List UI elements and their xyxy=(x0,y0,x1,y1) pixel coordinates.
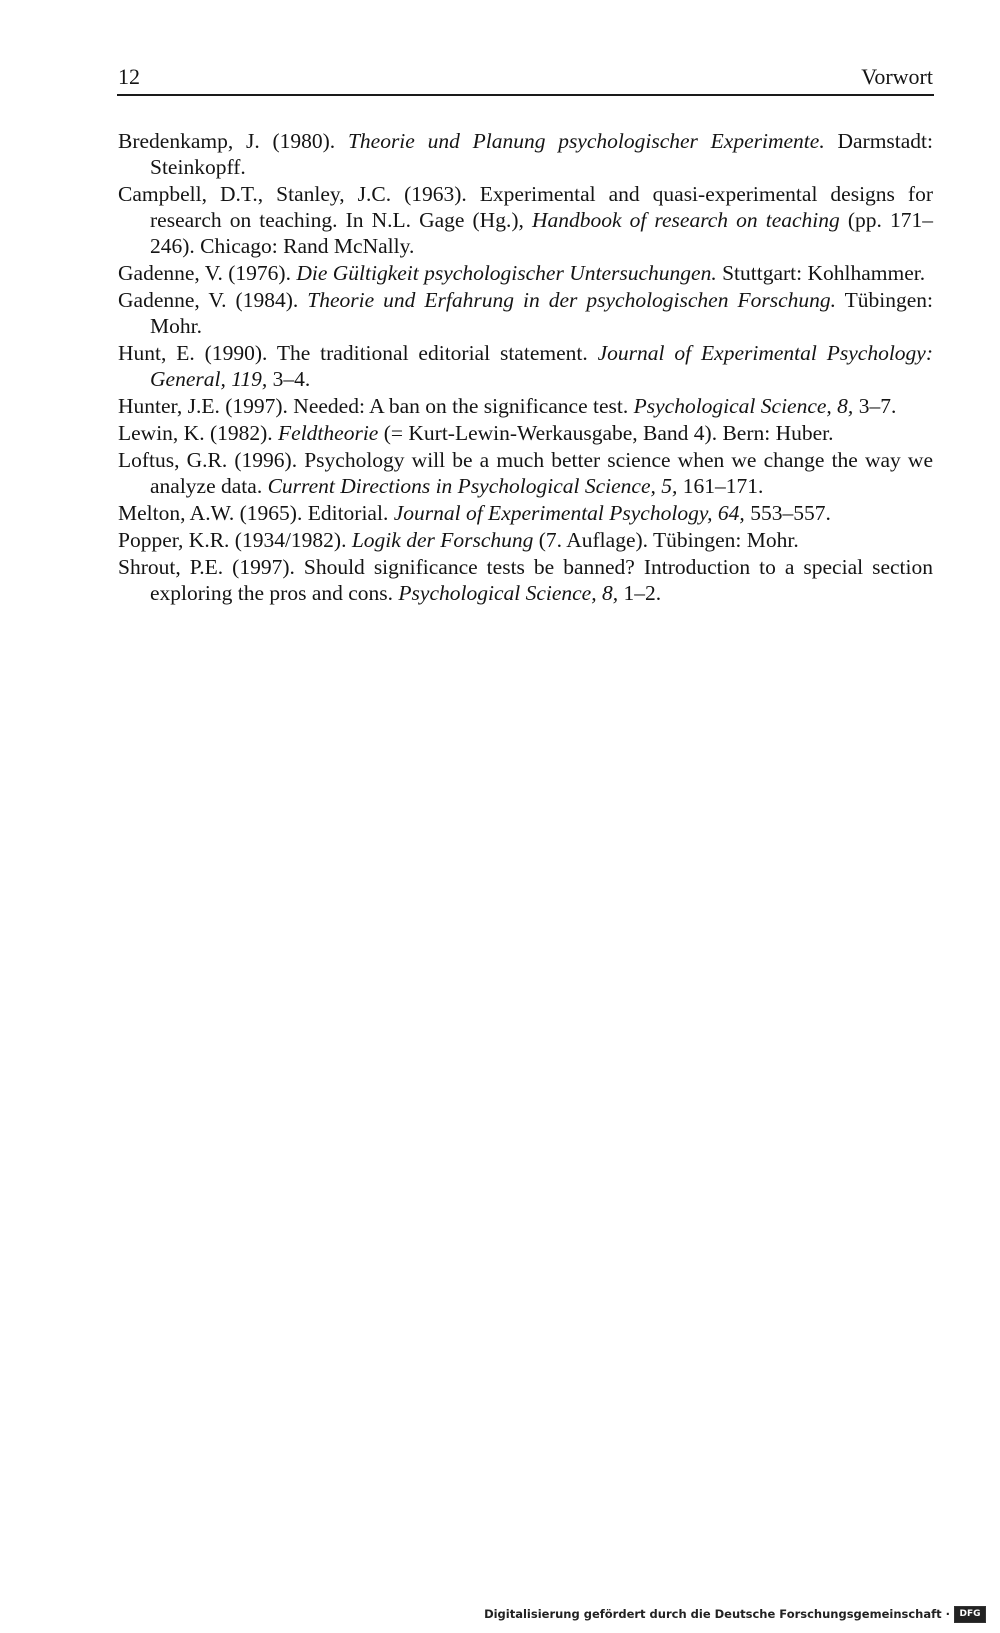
reference-entry: Bredenkamp, J. (1980). Theorie und Planung psychologischer Experimente. Darmstadt: Steinkopff. xyxy=(118,129,933,179)
reference-entry: Loftus, G.R. (1996). Psychology will be a much better science when we change the way we analyze data. Current Directions in Psychological Science, 5, 161–171. xyxy=(118,448,933,498)
section-title: Vorwort xyxy=(861,64,933,89)
running-head xyxy=(118,62,933,92)
footer-credit: Digitalisierung gefördert durch die Deutsche Forschungsgemeinschaft · xyxy=(484,1607,950,1621)
reference-entry: Popper, K.R. (1934/1982). Logik der Forschung (7. Auflage). Tübingen: Mohr. xyxy=(118,528,799,552)
digitization-footer xyxy=(484,1605,986,1623)
reference-entry: Gadenne, V. (1976). Die Gültigkeit psychologischer Untersuchungen. Stuttgart: Kohlhammer. xyxy=(118,261,926,285)
header-rule xyxy=(117,94,934,96)
reference-entry: Gadenne, V. (1984). Theorie und Erfahrung in der psychologischen Forschung. Tübingen: Mohr. xyxy=(118,288,934,338)
reference-entry: Shrout, P.E. (1997). Should significance tests be banned? Introduction to a special section exploring the pros and cons. Psychological Science, 8, 1–2. xyxy=(118,555,933,605)
reference-entry: Campbell, D.T., Stanley, J.C. (1963). Experimental and quasi-experimental designs for research on teaching. In N.L. Gage (Hg.), Handbook of research on teaching (pp. 171–246). Chicago: Rand McNally. xyxy=(118,182,933,258)
reference-list xyxy=(118,128,933,606)
reference-entry: Hunt, E. (1990). The traditional editorial statement. Journal of Experimental Psychology: General, 119, 3–4. xyxy=(118,341,933,391)
bleed-through-texture xyxy=(118,640,933,1060)
reference-entry: Melton, A.W. (1965). Editorial. Journal of Experimental Psychology, 64, 553–557. xyxy=(118,501,831,525)
page-number: 12 xyxy=(118,64,140,89)
reference-entry: Lewin, K. (1982). Feldtheorie (= Kurt-Lewin-Werkausgabe, Band 4). Bern: Huber. xyxy=(118,421,834,445)
reference-entry: Hunter, J.E. (1997). Needed: A ban on the significance test. Psychological Science, 8, 3–7. xyxy=(118,394,897,418)
dfg-logo-icon: DFG xyxy=(954,1606,986,1623)
